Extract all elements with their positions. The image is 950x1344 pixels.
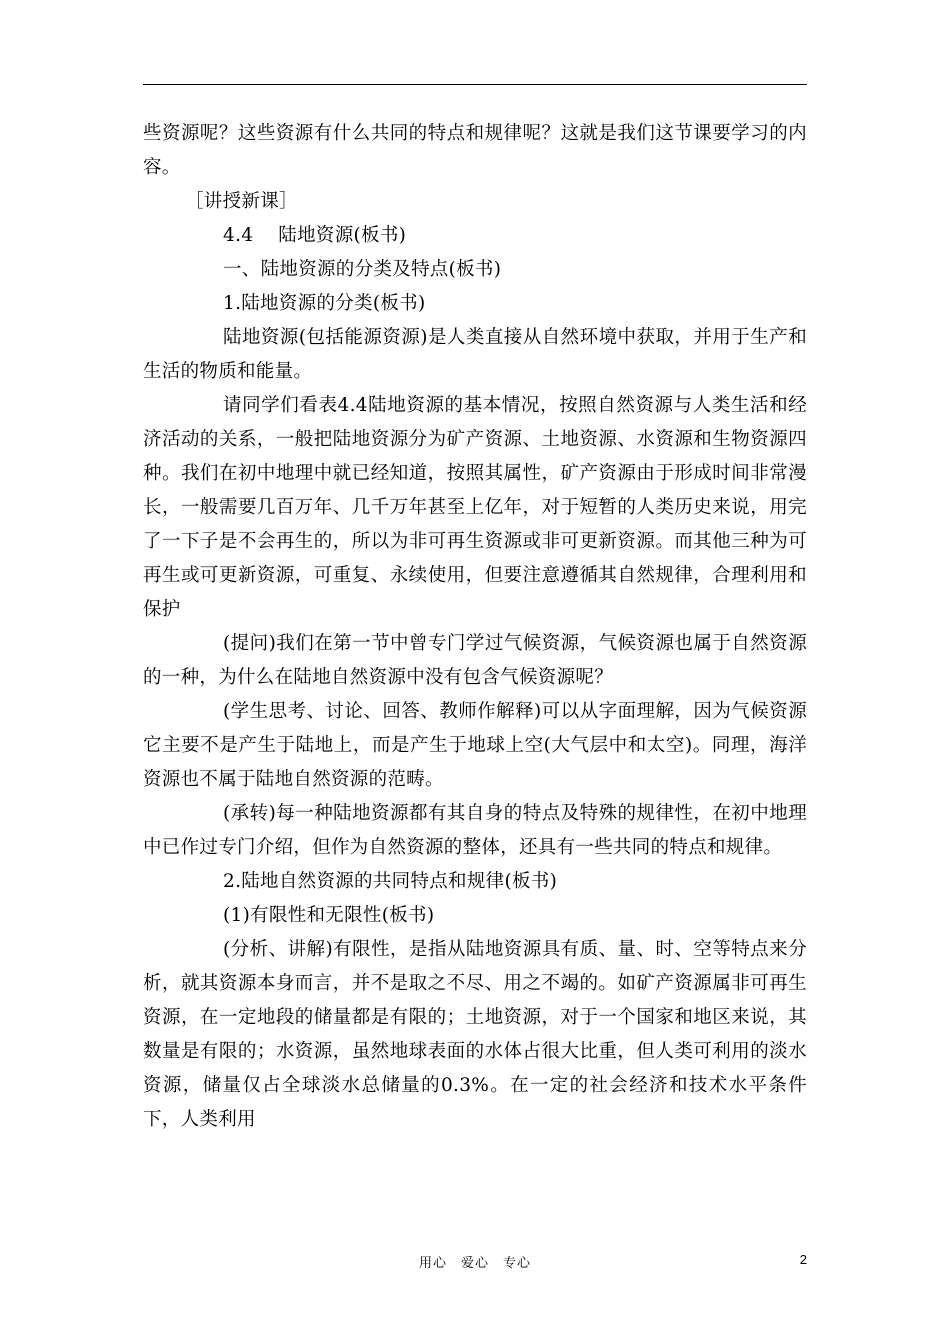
page-number: 2 xyxy=(799,1252,807,1267)
document-body xyxy=(143,117,807,1137)
paragraph-transition: (承转)每一种陆地资源都有其自身的特点及特殊的规律性，在初中地理中已作过专门介绍，但作为自然资源的整体，还具有一些共同的特点和规律。 xyxy=(143,803,807,858)
header-rule xyxy=(143,84,807,85)
heading-finite-infinite: (1)有限性和无限性(板书) xyxy=(223,905,435,926)
heading-classification: 1.陆地资源的分类(板书) xyxy=(223,293,426,314)
heading-part-one: 一、陆地资源的分类及特点(板书) xyxy=(223,259,502,280)
paragraph-explanation: (学生思考、讨论、回答、教师作解释)可以从字面理解，因为气候资源它主要不是产生于陆地上，而是产生于地球上空(大气层中和太空)。同理，海洋资源也不属于陆地自然资源的范畴。 xyxy=(143,701,807,790)
footer-motto: 用心 爱心 专心 xyxy=(418,1256,531,1271)
lesson-title: 4.4 陆地资源(板书) xyxy=(223,225,407,246)
paragraph-definition: 陆地资源(包括能源资源)是人类直接从自然环境中获取，并用于生产和生活的物质和能量。 xyxy=(143,327,807,382)
paragraph-question: (提问)我们在第一节中曾专门学过气候资源，气候资源也属于自然资源的一种，为什么在陆地自然资源中没有包含气候资源呢？ xyxy=(143,633,807,688)
paragraph-continuation: 些资源呢？这些资源有什么共同的特点和规律呢？这就是我们这节课要学习的内容。 xyxy=(143,123,807,178)
paragraph-table-reference: 请同学们看表4.4陆地资源的基本情况，按照自然资源与人类生活和经济活动的关系，一般把陆地资源分为矿产资源、土地资源、水资源和生物资源四种。我们在初中地理中就已经知道，按照其属性，矿产资源由于形成时间非常漫长，一般需要几百万年、几千万年甚至上亿年，对于短暂的人类历史来说，用完了一下子是不会再生的，所以为非可再生资源或非可更新资源。而其他三种为可再生或可更新资源，可重复、永续使用，但要注意遵循其自然规律，合理利用和保护 xyxy=(143,395,807,620)
section-label: ［讲授新课］ xyxy=(185,191,298,212)
heading-common-features: 2.陆地自然资源的共同特点和规律(板书) xyxy=(223,871,558,892)
paragraph-analysis: (分析、讲解)有限性，是指从陆地资源具有质、量、时、空等特点来分析，就其资源本身而言，并不是取之不尽、用之不竭的。如矿产资源属非可再生资源，在一定地段的储量都是有限的；土地资源，对于一个国家和地区来说，其数量是有限的；水资源，虽然地球表面的水体占很大比重，但人类可利用的淡水资源，储量仅占全球淡水总储量的0.3%。在一定的社会经济和技术水平条件下，人类利用 xyxy=(143,939,807,1130)
